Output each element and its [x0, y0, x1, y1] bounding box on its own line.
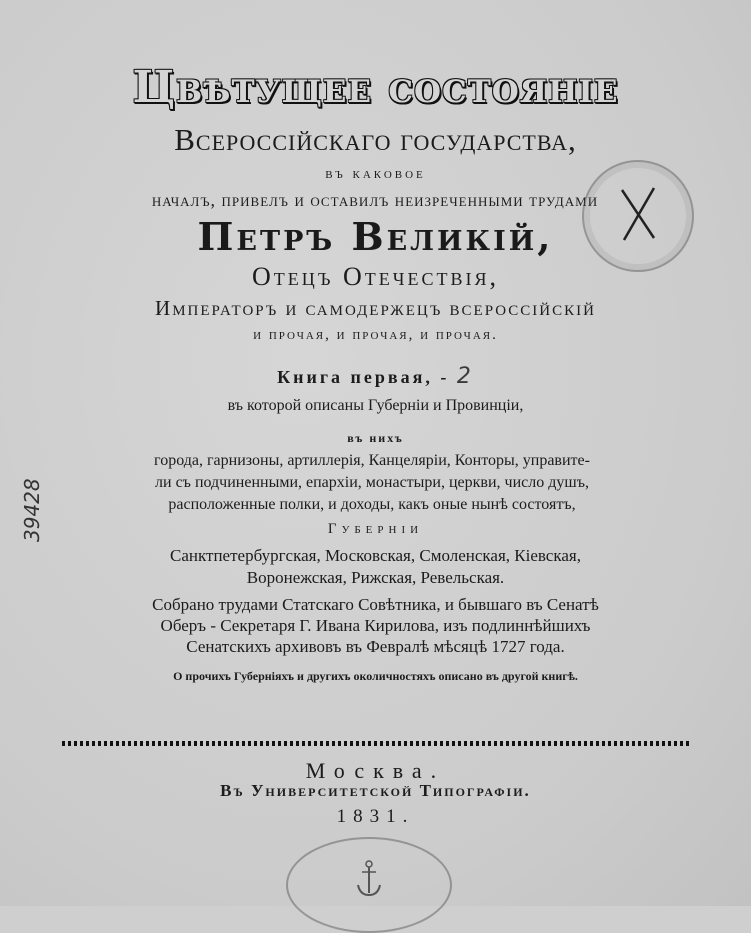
city-line: Москва.	[305, 758, 446, 783]
subtitle: Всероссiйскаго государства,	[174, 122, 577, 157]
emperor-line: Императоръ и самодержецъ всероссiйскiй	[155, 296, 596, 320]
father-line: Отецъ Отечествiя,	[252, 262, 499, 291]
divider	[62, 741, 690, 746]
gubernii-names-line: Воронежская, Рижская, Ревельская.	[246, 568, 505, 587]
in-them-line: въ нихъ	[347, 431, 404, 445]
note-line: О прочихъ Губернiяхъ и другихъ околичностяхъ описано въ другой книгѣ.	[173, 669, 578, 683]
collected-by	[0, 594, 751, 657]
subtitle-line-2: въ каковое	[325, 166, 426, 182]
collected-line: Сенатскихъ архивовъ въ Февралѣ мѣсяцѣ 1727 года.	[186, 637, 565, 656]
etc-line: и прочая, и прочая, и прочая.	[253, 327, 498, 343]
body-line: ли съ подчиненными, епархiи, монастыри, церкви, число душъ,	[155, 474, 589, 491]
body-line: города, гарнизоны, артиллерiя, Канцелярiи, Конторы, управите-	[154, 452, 590, 469]
subtitle-line-3: началъ, привелъ и оставилъ неизреченными трудами	[151, 190, 599, 210]
gubernii-heading: Губернiи	[327, 521, 424, 537]
gubernii-names	[0, 545, 751, 589]
book-line	[0, 364, 751, 389]
x-mark-icon	[618, 184, 658, 244]
described-line: въ которой описаны Губернiи и Провинцiи,	[227, 397, 524, 414]
pencil-annotation: 2	[456, 364, 474, 389]
page-title: Цвѣтущее состоянiе	[132, 62, 619, 113]
collected-line: Собрано трудами Статскаго Совѣтника, и бывшаго въ Сенатѣ	[152, 595, 599, 614]
gubernii-names-line: Санктпетербургская, Московская, Смоленская, Кiевская,	[170, 546, 581, 565]
body-text	[62, 450, 682, 516]
library-stamp-bottom	[286, 837, 452, 933]
year-line: 1831.	[336, 806, 415, 827]
anchor-icon	[354, 859, 384, 899]
body-line: расположенные полки, и доходы, какъ оные нынѣ состоятъ,	[168, 496, 576, 513]
library-stamp-top	[582, 160, 694, 272]
collected-line: Оберъ - Секретаря Г. Ивана Кирилова, изъ подлиннѣйшихъ	[160, 616, 591, 635]
margin-inventory-number: 39428	[20, 478, 44, 542]
printer-line: Въ Университетской Типографiи.	[220, 781, 531, 800]
book-label: Книга первая, -	[277, 367, 450, 387]
name-heading: Петръ Великiй,	[197, 214, 554, 259]
